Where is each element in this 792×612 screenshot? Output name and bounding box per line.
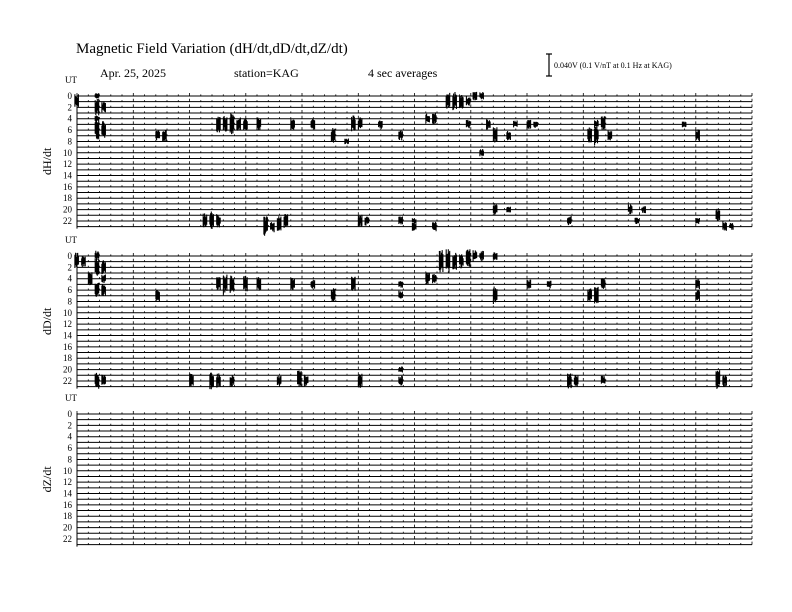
field-spike	[493, 127, 497, 142]
field-spike	[466, 120, 470, 128]
field-spike	[163, 130, 167, 141]
hour-label: 14	[63, 330, 72, 341]
field-spike	[547, 281, 551, 289]
hour-tick-marks	[77, 508, 752, 511]
ut-label: UT	[65, 75, 77, 85]
field-spike	[95, 120, 99, 139]
field-spike	[102, 260, 106, 274]
hour-tick-marks	[77, 485, 752, 488]
hour-tick-marks	[77, 110, 752, 113]
field-spike	[399, 281, 403, 288]
field-spike	[412, 223, 416, 231]
hour-tick-marks	[77, 264, 752, 267]
hour-label: 2	[67, 102, 72, 113]
hour-tick-marks	[77, 287, 752, 290]
y-axis-label: dD/dt	[40, 307, 54, 335]
field-spike	[480, 251, 484, 261]
field-spike	[473, 250, 477, 261]
hour-label: 14	[63, 170, 72, 181]
field-spike	[446, 249, 450, 272]
hour-label: 0	[67, 91, 72, 101]
station-label: station=KAG	[234, 66, 299, 80]
hour-label: 18	[63, 193, 72, 204]
field-spike	[277, 376, 281, 386]
field-spike	[95, 283, 99, 297]
field-spike	[426, 272, 430, 284]
ut-label: UT	[65, 235, 77, 245]
hour-tick-marks	[77, 116, 752, 119]
field-spike	[102, 121, 106, 138]
hour-label: 4	[67, 273, 72, 284]
field-spike	[352, 277, 356, 291]
field-spike	[217, 277, 221, 290]
field-spike	[352, 116, 356, 132]
hour-tick-marks	[77, 121, 752, 124]
hour-label: 18	[63, 511, 72, 522]
hour-tick-marks	[77, 338, 752, 341]
field-spike	[223, 116, 227, 132]
field-spike	[304, 375, 308, 387]
hour-tick-marks	[77, 344, 752, 347]
scale-bar	[546, 54, 552, 76]
hour-tick-marks	[77, 361, 752, 364]
field-spike	[95, 93, 99, 98]
field-spike	[723, 375, 727, 387]
field-spike	[365, 217, 369, 226]
hour-tick-marks	[77, 104, 752, 107]
date-label: Apr. 25, 2025	[100, 66, 166, 80]
panels-group	[40, 75, 752, 547]
hour-label: 22	[63, 533, 72, 544]
hour-label: 22	[63, 215, 72, 226]
y-axis-label: dH/dt	[40, 147, 54, 175]
field-spike	[460, 95, 464, 109]
hour-tick-marks	[77, 316, 752, 319]
field-spike	[345, 139, 349, 145]
field-spike	[682, 122, 686, 128]
hour-tick-marks	[77, 468, 752, 471]
field-spike	[230, 113, 234, 134]
field-spike	[223, 275, 227, 295]
hour-label: 4	[67, 431, 72, 442]
hour-tick-marks	[77, 496, 752, 499]
hour-tick-marks	[77, 304, 752, 307]
hour-tick-marks	[77, 270, 752, 273]
hour-label: 2	[67, 262, 72, 273]
field-spike	[358, 374, 362, 388]
field-spike	[466, 97, 470, 106]
hour-tick-marks	[77, 327, 752, 330]
hour-tick-marks	[77, 212, 752, 215]
hour-tick-marks	[77, 276, 752, 279]
field-spike	[487, 119, 491, 129]
hour-tick-marks	[77, 293, 752, 296]
field-spike	[284, 214, 288, 228]
hour-tick-marks	[77, 207, 752, 210]
hour-label: 6	[67, 443, 72, 454]
hour-tick-marks	[77, 167, 752, 170]
hour-label: 14	[63, 488, 72, 499]
field-spike	[156, 290, 160, 301]
field-spike	[514, 121, 518, 128]
field-spike	[716, 209, 720, 221]
hour-tick-marks	[77, 161, 752, 164]
field-spike	[426, 114, 430, 123]
hour-tick-marks	[77, 99, 752, 102]
hour-tick-marks	[77, 127, 752, 130]
hour-tick-marks	[77, 190, 752, 193]
hour-label: 8	[67, 454, 72, 465]
hour-tick-marks	[77, 434, 752, 437]
field-spike	[217, 373, 221, 387]
hour-tick-marks	[77, 133, 752, 136]
field-spike	[399, 217, 403, 225]
hour-label: 20	[63, 204, 72, 215]
field-spike	[102, 102, 106, 113]
hour-tick-marks	[77, 310, 752, 313]
hour-tick-marks	[77, 321, 752, 324]
hour-tick-marks	[77, 355, 752, 358]
hour-tick-marks	[77, 298, 752, 301]
hour-tick-marks	[77, 253, 752, 256]
hour-tick-marks	[77, 184, 752, 187]
field-spike	[102, 275, 106, 284]
field-spike	[588, 128, 592, 143]
field-spike	[588, 289, 592, 302]
field-spike	[601, 376, 605, 384]
hour-label: 20	[63, 364, 72, 375]
hour-label: 12	[63, 159, 72, 170]
field-spike	[527, 120, 531, 129]
hour-tick-marks	[77, 502, 752, 505]
hour-tick-marks	[77, 417, 752, 420]
field-spike	[399, 291, 403, 299]
hour-label: 0	[67, 251, 72, 261]
hour-tick-marks	[77, 259, 752, 262]
field-spike	[433, 274, 437, 283]
field-spike	[291, 119, 295, 130]
hour-label: 0	[67, 409, 72, 419]
field-spike	[608, 131, 612, 141]
field-spike	[264, 216, 268, 235]
hour-label: 10	[63, 307, 72, 318]
field-spike	[460, 254, 464, 268]
field-spike	[257, 118, 261, 131]
field-spike	[399, 367, 403, 373]
hour-tick-marks	[77, 525, 752, 528]
field-spike	[473, 92, 477, 100]
hour-tick-marks	[77, 479, 752, 482]
hour-tick-marks	[77, 93, 752, 96]
field-spike	[217, 214, 221, 227]
hour-tick-marks	[77, 451, 752, 454]
field-spike	[331, 288, 335, 301]
hour-tick-marks	[77, 519, 752, 522]
hour-tick-marks	[77, 201, 752, 204]
field-spike	[358, 215, 362, 227]
field-spike	[311, 119, 315, 130]
hour-tick-marks	[77, 150, 752, 153]
hour-tick-marks	[77, 195, 752, 198]
field-spike	[696, 129, 700, 141]
field-spike	[480, 149, 484, 156]
field-spike	[601, 278, 605, 289]
field-spike	[88, 272, 92, 285]
hour-tick-marks	[77, 144, 752, 147]
hour-tick-marks	[77, 428, 752, 431]
hour-tick-marks	[77, 462, 752, 465]
hour-label: 6	[67, 125, 72, 136]
hour-label: 12	[63, 477, 72, 488]
field-spike	[480, 92, 484, 99]
field-spike	[257, 277, 261, 291]
hour-tick-marks	[77, 156, 752, 159]
hour-label: 10	[63, 465, 72, 476]
field-spike	[628, 205, 632, 215]
hour-label: 4	[67, 113, 72, 124]
hour-label: 20	[63, 522, 72, 533]
hour-tick-marks	[77, 530, 752, 533]
field-spike	[311, 280, 315, 289]
field-spike	[527, 280, 531, 289]
field-spike	[156, 131, 160, 141]
field-spike	[291, 278, 295, 290]
field-spike	[399, 131, 403, 141]
hour-label: 10	[63, 147, 72, 158]
field-spike	[730, 223, 734, 230]
field-spike	[635, 218, 639, 224]
hour-label: 22	[63, 375, 72, 386]
hour-label: 12	[63, 319, 72, 330]
field-spike	[534, 122, 538, 128]
field-spike	[642, 206, 646, 213]
field-spike	[298, 371, 302, 387]
hour-tick-marks	[77, 513, 752, 516]
hour-tick-marks	[77, 378, 752, 381]
field-spike	[433, 222, 437, 231]
field-spike	[493, 203, 497, 215]
field-spike	[507, 207, 511, 213]
field-spike	[399, 376, 403, 386]
field-spike	[439, 250, 443, 272]
field-spike	[271, 222, 275, 232]
scale-label: 0.040V (0.1 V/nT at 0.1 Hz at KAG)	[554, 61, 672, 70]
field-spike	[237, 118, 241, 131]
field-spike	[568, 216, 572, 225]
hour-tick-marks	[77, 333, 752, 336]
field-spike	[358, 118, 362, 130]
field-spike	[379, 121, 383, 129]
hour-tick-marks	[77, 542, 752, 545]
hour-tick-marks	[77, 281, 752, 284]
hour-label: 16	[63, 341, 72, 352]
field-spike	[433, 112, 437, 124]
field-spike	[493, 252, 497, 260]
hour-tick-marks	[77, 367, 752, 370]
hour-tick-marks	[77, 456, 752, 459]
field-spike	[230, 375, 234, 387]
field-spike	[696, 291, 700, 302]
hour-tick-marks	[77, 445, 752, 448]
hour-tick-marks	[77, 350, 752, 353]
hour-label: 16	[63, 499, 72, 510]
hour-tick-marks	[77, 178, 752, 181]
hour-tick-marks	[77, 384, 752, 387]
hour-label: 16	[63, 181, 72, 192]
hour-tick-marks	[77, 138, 752, 141]
field-spike	[723, 222, 727, 231]
field-spike	[574, 375, 578, 386]
hour-tick-marks	[77, 422, 752, 425]
hour-label: 18	[63, 353, 72, 364]
hour-tick-marks	[77, 372, 752, 375]
hour-tick-marks	[77, 491, 752, 494]
field-spike	[601, 116, 605, 130]
field-spike	[82, 256, 86, 268]
y-axis-label: dZ/dt	[40, 466, 54, 493]
chart-title: Magnetic Field Variation (dH/dt,dD/dt,dZ/dt)	[76, 41, 348, 57]
field-spike	[696, 218, 700, 224]
hour-tick-marks	[77, 474, 752, 477]
field-spike	[102, 285, 106, 296]
hour-label: 2	[67, 420, 72, 431]
hour-tick-marks	[77, 536, 752, 539]
field-spike	[102, 375, 106, 385]
field-spike	[507, 131, 511, 140]
hour-tick-marks	[77, 411, 752, 414]
hour-tick-marks	[77, 439, 752, 442]
hour-label: 6	[67, 285, 72, 296]
hour-label: 8	[67, 296, 72, 307]
averaging-label: 4 sec averages	[368, 66, 438, 80]
hour-tick-marks	[77, 173, 752, 176]
field-spike	[696, 279, 700, 289]
field-spike	[203, 213, 207, 227]
ut-label: UT	[65, 393, 77, 403]
field-spike	[595, 127, 599, 145]
hour-label: 8	[67, 136, 72, 147]
